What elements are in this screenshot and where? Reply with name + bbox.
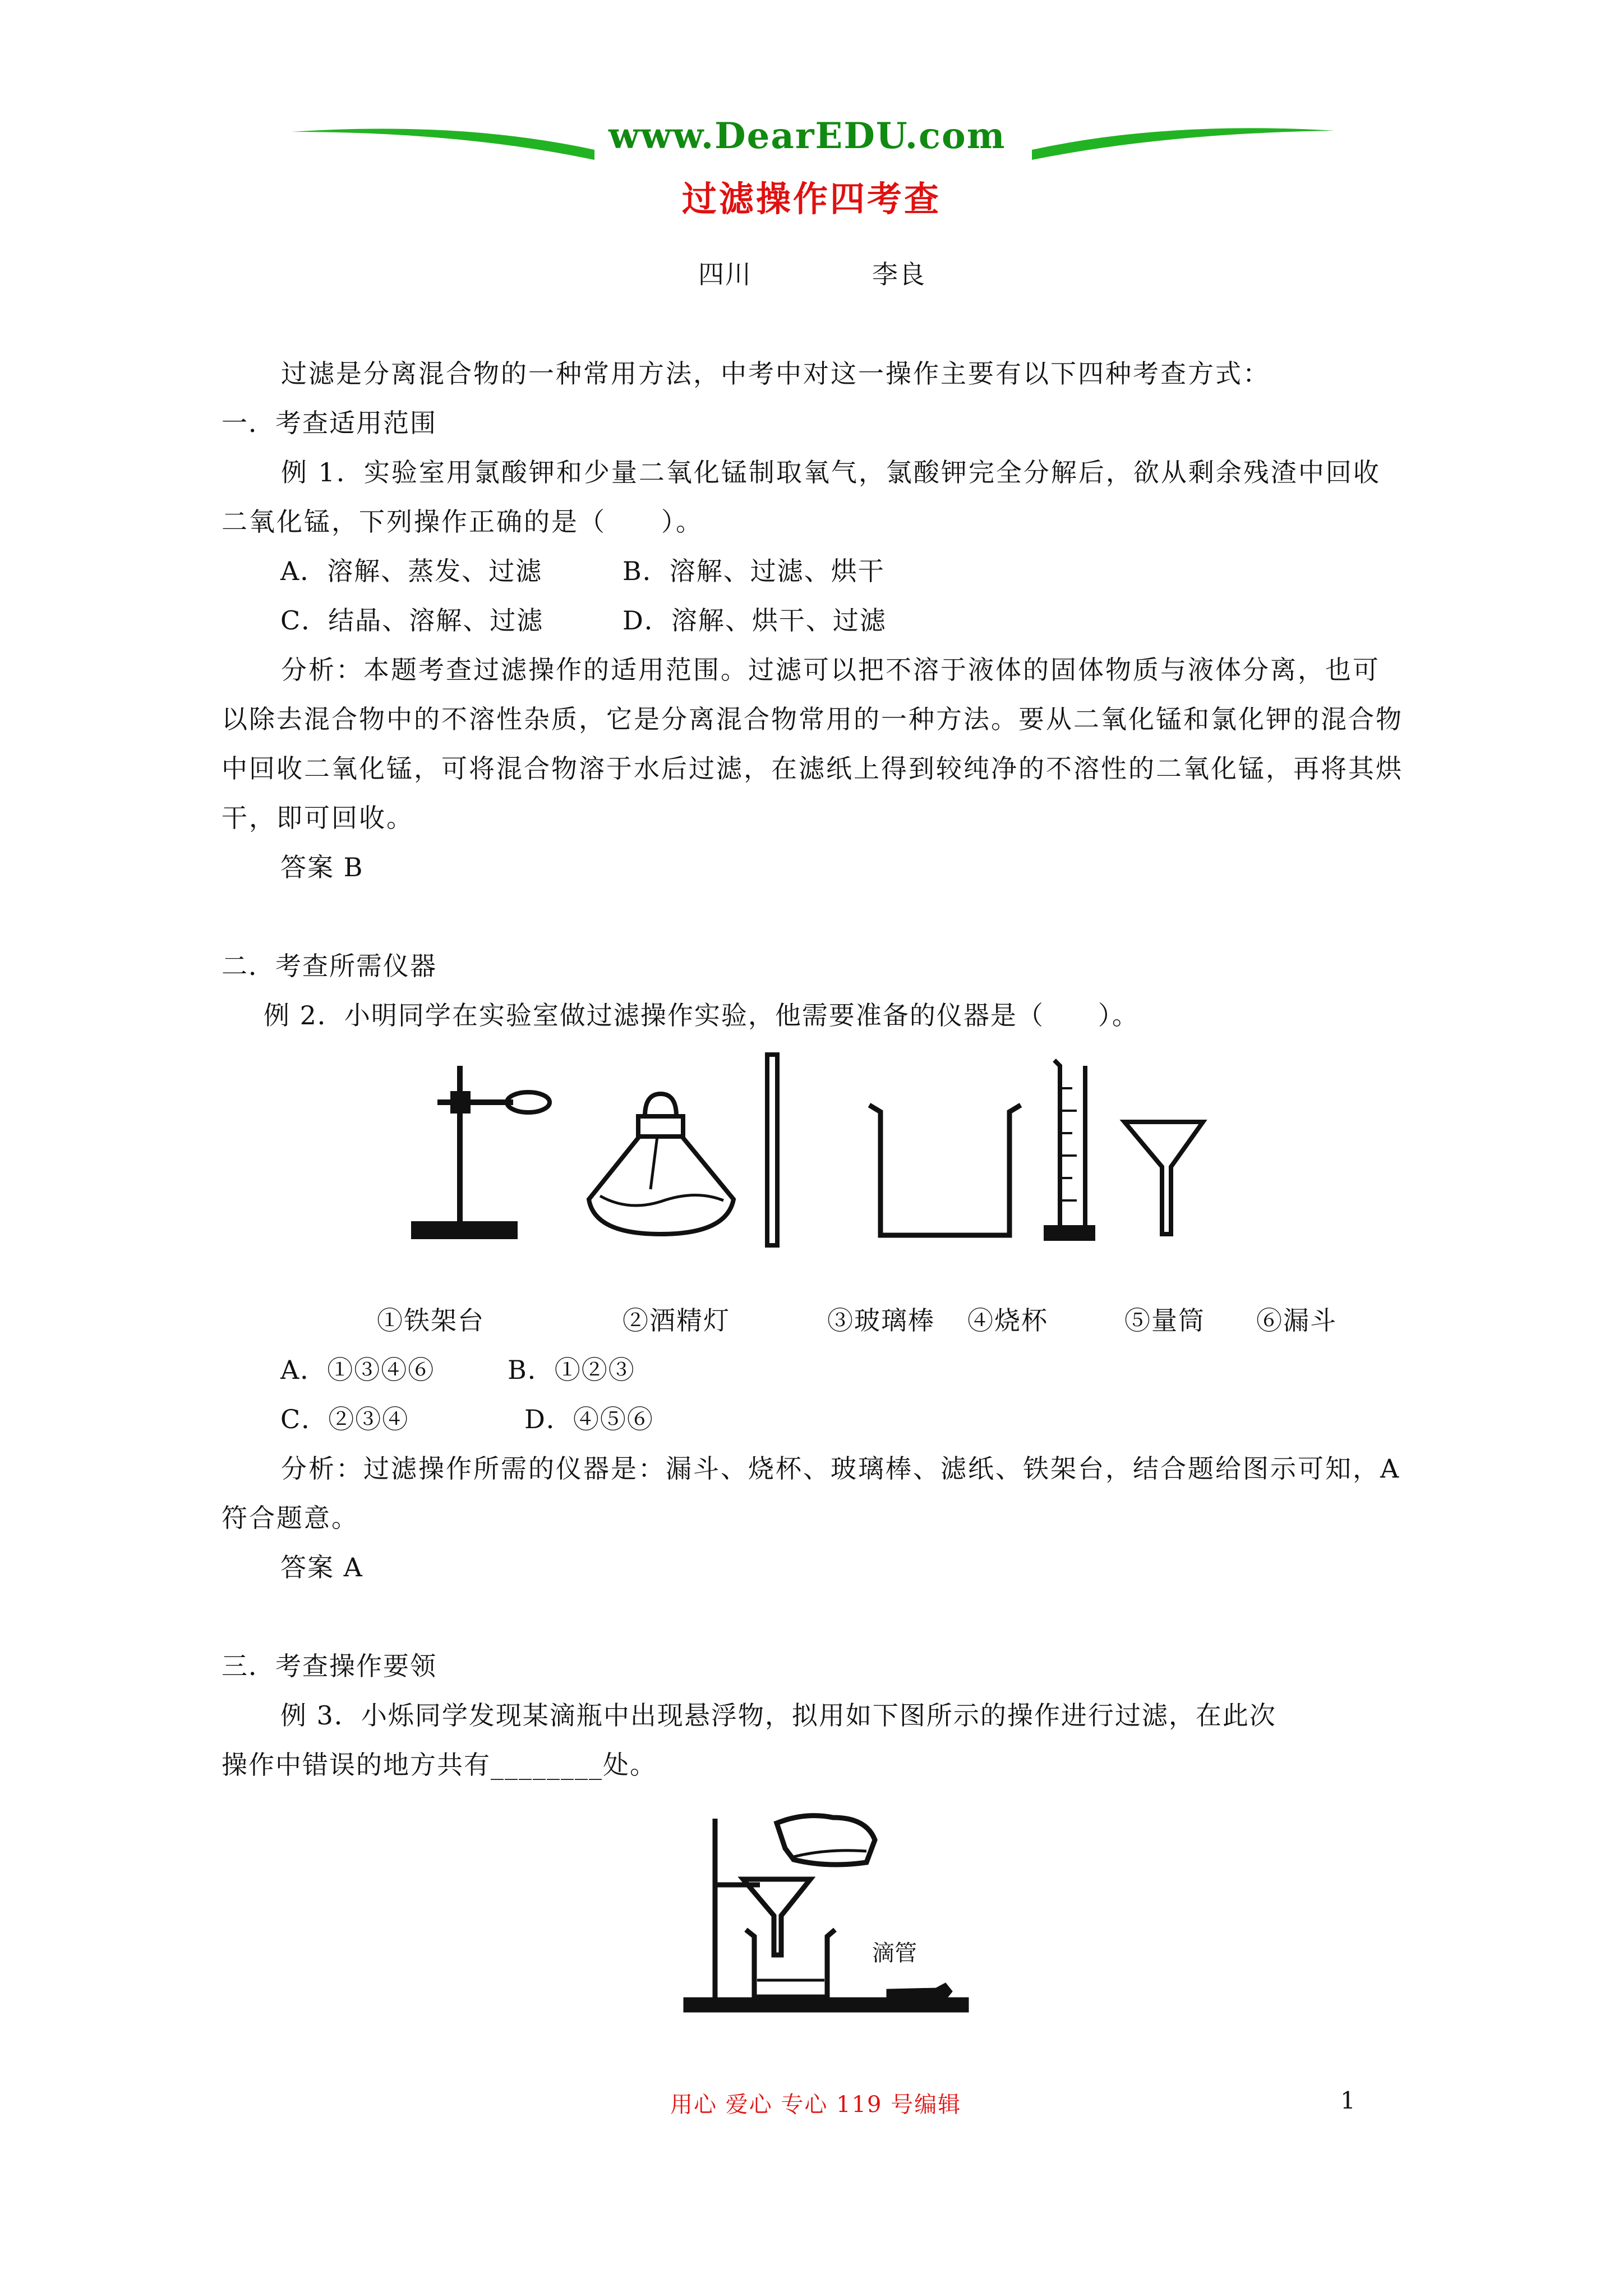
example2-option-c: C．②③④ xyxy=(280,1404,409,1434)
instruments-figure xyxy=(404,1049,1223,1257)
footer-text: 用心 爱心 专心 119 号编辑 xyxy=(670,2092,962,2118)
example2-option-d: D．④⑤⑥ xyxy=(524,1404,654,1434)
byline-place: 四川 xyxy=(698,259,752,289)
section2-heading: 二．考查所需仪器 xyxy=(222,951,437,981)
example2-answer: 答案 A xyxy=(280,1552,363,1582)
example1-option-c: C．结晶、溶解、过滤 xyxy=(280,605,544,636)
logo-text: www.DearEDU.com xyxy=(608,115,1006,157)
measuring-cylinder-drawing xyxy=(1046,1060,1093,1239)
glass-rod-drawing xyxy=(767,1055,777,1245)
instrument-label-5: ⑤量筒 xyxy=(1124,1305,1205,1336)
section1-heading: 一．考查适用范围 xyxy=(222,408,437,438)
intro-paragraph: 过滤是分离混合物的一种常用方法，中考中对这一操作主要有以下四种考查方式： xyxy=(281,358,1270,389)
filtration-setup-figure xyxy=(681,1795,973,2019)
example2-analysis: 分析：过滤操作所需的仪器是：漏斗、烧杯、玻璃棒、滤纸、铁架台，结合题给图示可知，A 符合题意。 xyxy=(222,1453,1401,1533)
example1-answer: 答案 B xyxy=(280,852,364,882)
example1-option-a: A．溶解、蒸发、过滤 xyxy=(280,556,543,586)
example2-option-b: B．①②③ xyxy=(508,1355,635,1385)
section3-heading: 三．考查操作要领 xyxy=(222,1651,437,1681)
example3-question-line1: 例 3．小烁同学发现某滴瓶中出现悬浮物，拟用如下图所示的操作进行过滤，在此次 xyxy=(280,1700,1276,1731)
alcohol-lamp-drawing xyxy=(589,1094,734,1234)
iron-stand-drawing xyxy=(414,1066,550,1236)
dropper-label: 滴管 xyxy=(872,1940,917,1966)
instrument-label-6: ⑥漏斗 xyxy=(1256,1305,1337,1336)
example2-question: 例 2．小明同学在实验室做过滤操作实验，他需要准备的仪器是（ ）。 xyxy=(264,1000,1139,1030)
example3-question-line2: 操作中错误的地方共有________处。 xyxy=(222,1750,657,1780)
example1-option-d: D．溶解、烘干、过滤 xyxy=(623,605,887,636)
example2-option-a: A．①③④⑥ xyxy=(280,1355,435,1385)
document-title: 过滤操作四考查 xyxy=(681,178,941,219)
page-number: 1 xyxy=(1340,2087,1355,2114)
instrument-label-4: ④烧杯 xyxy=(967,1305,1048,1336)
instrument-label-3: ③玻璃棒 xyxy=(827,1305,935,1336)
example1-analysis: 分析：本题考查过滤操作的适用范围。过滤可以把不溶于液体的固体物质与液体分离，也可以除去混合物中的不溶性杂质，它是分离混合物常用的一种方法。要从二氧化锰和氯化钾的混合物中回收二氧化锰，可将混合物溶于水后过滤，在滤纸上得到较纯净的不溶性的二氧化锰，再将其烘干，即可回收。 xyxy=(222,655,1403,833)
beaker-drawing xyxy=(869,1105,1021,1235)
example1-option-b: B．溶解、过滤、烘干 xyxy=(623,556,885,586)
funnel-drawing xyxy=(1124,1122,1203,1234)
instrument-label-1: ①铁架台 xyxy=(377,1305,485,1336)
example1-question: 例 1．实验室用氯酸钾和少量二氧化锰制取氧气，氯酸钾完全分解后，欲从剩余残渣中回收二氧化锰，下列操作正确的是（ ）。 xyxy=(222,457,1381,537)
byline-author: 李良 xyxy=(872,259,926,289)
instrument-label-2: ②酒精灯 xyxy=(623,1305,730,1336)
